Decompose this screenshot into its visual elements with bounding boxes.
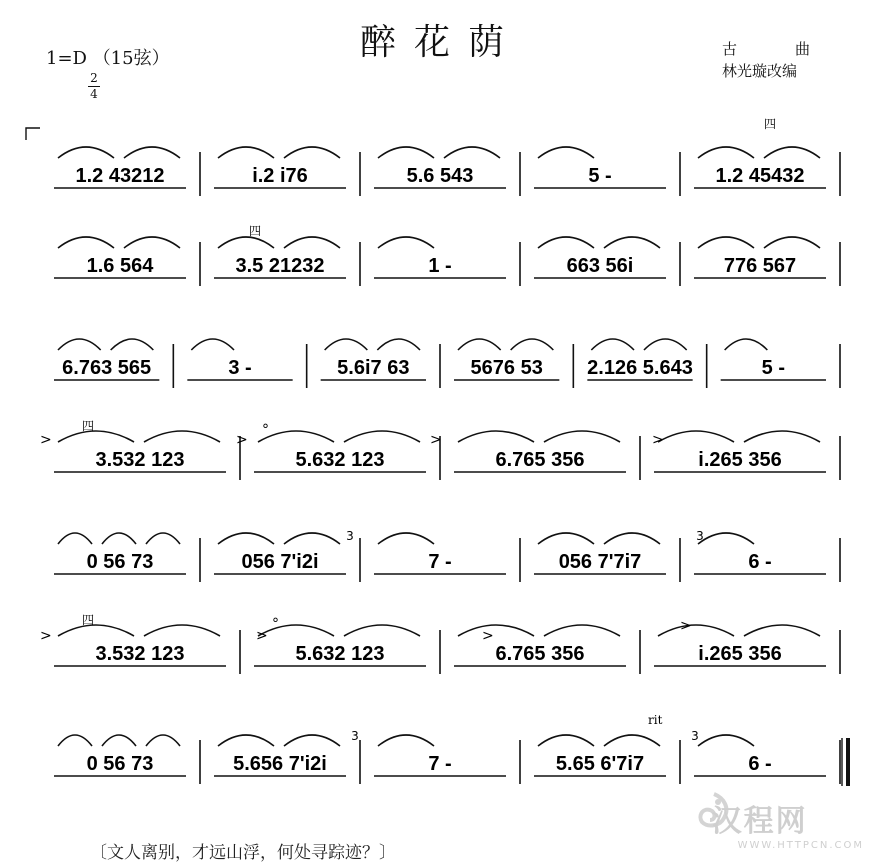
measure-notes: 5.632 123 <box>295 449 385 471</box>
slur-arc <box>58 147 114 158</box>
slur-arc <box>698 533 754 544</box>
measure-notes: 663 56i <box>566 255 634 277</box>
slur-arc <box>538 147 594 158</box>
meter-numerator: 2 <box>90 71 98 85</box>
rit-mark: rit <box>648 713 663 727</box>
slur-arc <box>538 735 594 746</box>
slur-arc <box>725 339 768 350</box>
slur-arc <box>284 237 340 248</box>
slur-arc <box>644 339 687 350</box>
slur-arc <box>218 147 274 158</box>
slur-arc <box>102 533 136 544</box>
slur-arc <box>258 431 334 442</box>
slur-arc <box>744 625 820 636</box>
measure-notes: 056 7'i2i <box>241 551 319 573</box>
harmonic-mark: ° <box>272 616 279 632</box>
slur-arc <box>111 339 154 350</box>
watermark <box>712 796 864 851</box>
slur-arc <box>444 147 500 158</box>
slur-arc <box>377 339 420 350</box>
slur-arc <box>344 625 420 636</box>
measure-notes: 5 - <box>588 165 612 187</box>
slur-arc <box>325 339 368 350</box>
slur-arc <box>698 147 754 158</box>
watermark-url: WWW.HTTPCN.COM <box>737 840 864 851</box>
measure-notes: 0 56 73 <box>86 753 154 775</box>
measure-notes: 5.632 123 <box>295 643 385 665</box>
measure-notes: 1.2 45432 <box>715 165 805 187</box>
measure-notes: 7 - <box>428 551 452 573</box>
measure-notes: 5.6 543 <box>406 165 474 187</box>
measure-notes: i.265 356 <box>698 643 782 665</box>
slur-arc <box>458 625 534 636</box>
measure-notes: 056 7'7i7 <box>558 551 642 573</box>
key-signature: 1=D （15弦） <box>46 48 170 69</box>
slur-arc <box>378 237 434 248</box>
triplet-mark: 3 <box>691 729 699 743</box>
slur-arc <box>744 431 820 442</box>
measure-notes: 6.763 565 <box>62 357 152 379</box>
arranger: 林光璇改编 <box>722 62 798 80</box>
slur-arc <box>144 431 220 442</box>
finger-mark: 四 <box>81 613 95 627</box>
measure-notes: i.2 i76 <box>252 165 308 187</box>
measure-notes: 5676 53 <box>470 357 543 379</box>
measure-notes: 5 - <box>761 357 786 379</box>
measure-notes: 3.532 123 <box>95 449 185 471</box>
finger-mark: 四 <box>763 117 777 131</box>
slur-arc <box>284 735 340 746</box>
accent-mark: > <box>40 628 52 644</box>
measure-notes: 6 - <box>748 753 772 775</box>
measure-notes: 5.65 6'7i7 <box>555 753 645 775</box>
measure-notes: 6.765 356 <box>495 643 585 665</box>
slur-arc <box>458 339 501 350</box>
measure-notes: 6.765 356 <box>495 449 585 471</box>
slur-arc <box>284 147 340 158</box>
slur-arc <box>58 431 134 442</box>
slur-arc <box>604 533 660 544</box>
slur-arc <box>58 533 92 544</box>
slur-arc <box>458 431 534 442</box>
slur-arc <box>146 533 180 544</box>
triplet-mark: 3 <box>696 529 704 543</box>
measure-notes: 1 - <box>428 255 452 277</box>
measure-notes: 6 - <box>748 551 772 573</box>
slur-arc <box>591 339 634 350</box>
slur-arc <box>146 735 180 746</box>
harmonic-mark: ° <box>262 422 269 438</box>
slur-arc <box>102 735 136 746</box>
start-bracket <box>26 128 40 140</box>
slur-arc <box>218 237 274 248</box>
slur-arc <box>124 237 180 248</box>
triplet-mark: 3 <box>346 529 354 543</box>
measure-notes: i.265 356 <box>698 449 782 471</box>
watermark-name: 汉程网 <box>711 804 808 839</box>
measure-notes: 1.6 564 <box>86 255 154 277</box>
piece-title: 醉花荫 <box>360 22 523 63</box>
measure-notes: 2.126 5.643 <box>587 357 693 379</box>
slur-arc <box>604 237 660 248</box>
measure-notes: 5.656 7'i2i <box>233 753 327 775</box>
measure-notes: 5.6i7 63 <box>337 357 410 379</box>
accent-mark: > <box>256 628 268 644</box>
triplet-mark: 3 <box>351 729 359 743</box>
slur-arc <box>378 147 434 158</box>
accent-mark: > <box>430 432 442 448</box>
slur-arc <box>764 237 820 248</box>
slur-arc <box>658 625 734 636</box>
slur-arc <box>258 625 334 636</box>
accent-mark: > <box>482 628 494 644</box>
slur-arc <box>218 735 274 746</box>
accent-mark: > <box>236 432 248 448</box>
slur-arc <box>538 533 594 544</box>
slur-arc <box>604 735 660 746</box>
slur-arc <box>284 533 340 544</box>
measure-notes: 1.2 43212 <box>75 165 165 187</box>
lyric-footer: 〔文人离别，才远山浮，何处寻踪迹？〕 <box>90 843 396 863</box>
slur-arc <box>344 431 420 442</box>
measure-notes: 0 56 73 <box>86 551 154 573</box>
measure-notes: 776 567 <box>723 255 797 277</box>
slur-arc <box>544 625 620 636</box>
slur-arc <box>544 431 620 442</box>
accent-mark: > <box>652 432 664 448</box>
slur-arc <box>58 339 101 350</box>
slur-arc <box>511 339 554 350</box>
slur-arc <box>58 625 134 636</box>
measure-notes: 3.532 123 <box>95 643 185 665</box>
measure-notes: 3 - <box>228 357 252 379</box>
slur-arc <box>378 735 434 746</box>
slur-arc <box>538 237 594 248</box>
measure-notes: 7 - <box>428 753 452 775</box>
slur-arc <box>144 625 220 636</box>
slur-arc <box>378 533 434 544</box>
slur-arc <box>124 147 180 158</box>
accent-mark: > <box>40 432 52 448</box>
composer-origin: 古曲 <box>722 40 869 58</box>
slur-arc <box>764 147 820 158</box>
slur-arc <box>658 431 734 442</box>
accent-mark: > <box>680 618 692 634</box>
slur-arc <box>58 237 114 248</box>
finger-mark: 四 <box>81 419 95 433</box>
meter-denominator: 4 <box>90 87 98 101</box>
slur-arc <box>58 735 92 746</box>
measure-notes: 3.5 21232 <box>235 255 325 277</box>
finger-mark: 四 <box>248 224 262 238</box>
slur-arc <box>698 735 754 746</box>
slur-arc <box>218 533 274 544</box>
slur-arc <box>698 237 754 248</box>
slur-arc <box>191 339 234 350</box>
